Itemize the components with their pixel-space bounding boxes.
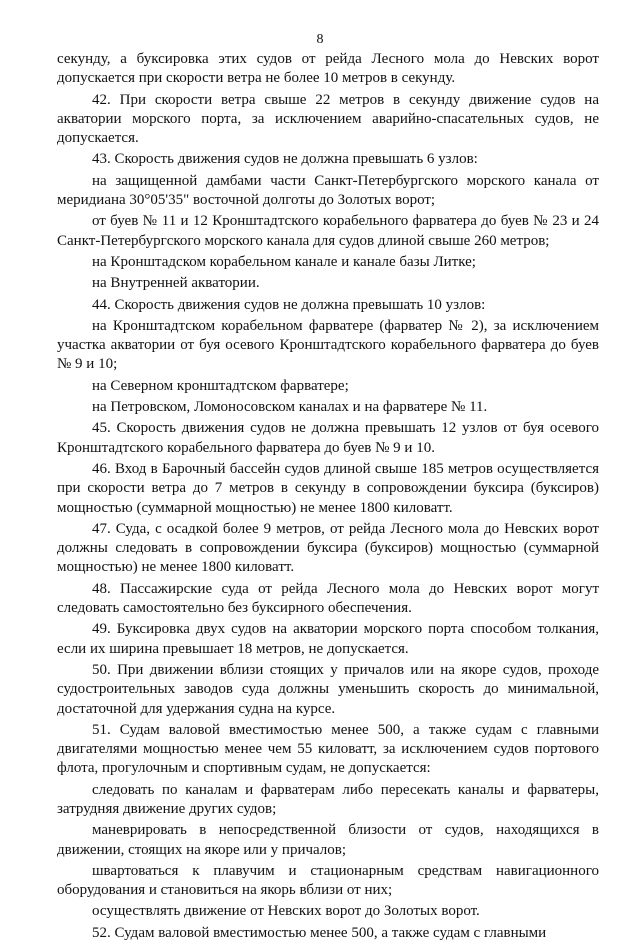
- paragraph: 51. Судам валовой вместимостью менее 500, а также судам с главными двигателями мощностью менее чем 55 киловатт, за исключением судов портового флота, прогулочным и спортивным судам, не допускается:: [57, 721, 599, 777]
- paragraph: на Петровском, Ломоносовском каналах и на фарватере № 11.: [92, 399, 488, 416]
- paragraph: 52. Судам валовой вместимостью менее 500, а также судам с главными: [92, 924, 547, 941]
- paragraph: следовать по каналам и фарватерам либо пересекать каналы и фарватеры, затрудняя движение других судов;: [57, 781, 599, 817]
- paragraph: 49. Буксировка двух судов на акватории морского порта способом толкания, если их ширина превышает 18 метров, не допускается.: [57, 621, 599, 657]
- paragraph: 42. При скорости ветра свыше 22 метров в секунду движение судов на акватории морского порта, за исключением аварийно-спасательных судов, не допускается.: [57, 91, 599, 147]
- paragraph: на Северном кронштадтском фарватере;: [92, 377, 349, 394]
- paragraph: 46. Вход в Барочный бассейн судов длиной свыше 185 метров осуществляется при скорости ветра до 7 метров в секунду в сопровождении буксира (буксиров) мощностью (суммарной мощностью) не менее 1800 киловатт.: [57, 460, 599, 516]
- paragraph: секунду, а буксировка этих судов от рейда Лесного мола до Невских ворот допускается при скорости ветра не более 10 метров в секунду.: [57, 51, 599, 87]
- paragraph: на защищенной дамбами части Санкт-Петербургского морского канала от меридиана 30°05'35" восточной долготы до Золотых ворот;: [57, 172, 599, 209]
- paragraph: на Внутренней акватории.: [92, 275, 260, 292]
- paragraph: 43. Скорость движения судов не должна превышать 6 узлов:: [92, 151, 478, 168]
- paragraph: на Кронштадтском корабельном фарватере (фарватер № 2), за исключением участка акватории от буя осевого Кронштадтского корабельного фарватера до буев № 9 и 10;: [57, 317, 599, 373]
- paragraph: 47. Суда, с осадкой более 9 метров, от рейда Лесного мола до Невских ворот должны следовать в сопровождении буксира (буксиров) мощностью (суммарной мощностью) не менее 1800 киловатт.: [57, 520, 599, 576]
- paragraph: 45. Скорость движения судов не должна превышать 12 узлов от буя осевого Кронштадтского корабельного фарватера до буев № 9 и 10.: [57, 420, 599, 456]
- paragraph: 44. Скорость движения судов не должна превышать 10 узлов:: [92, 296, 486, 313]
- paragraph: 50. При движении вблизи стоящих у причалов или на якоре судов, проходе судостроительных заводов суда должны уменьшить скорость до минимальной, достаточной для удержания судна на курсе.: [57, 661, 599, 717]
- page-number: 8: [316, 32, 324, 47]
- paragraph: 48. Пассажирские суда от рейда Лесного мола до Невских ворот могут следовать самостоятельно без буксирного обеспечения.: [57, 580, 599, 617]
- paragraph: от буев № 11 и 12 Кронштадтского корабельного фарватера до буев № 23 и 24 Санкт-Петербургского морского канала для судов длиной свыше 260 метров;: [57, 213, 599, 249]
- paragraph: маневрировать в непосредственной близости от судов, находящихся в движении, стоящих на якоре или у причалов;: [57, 822, 599, 858]
- document-body: [57, 50, 599, 945]
- paragraph: осуществлять движение от Невских ворот до Золотых ворот.: [92, 903, 480, 920]
- paragraph: на Кронштадском корабельном канале и канале базы Литке;: [92, 253, 476, 270]
- paragraph: швартоваться к плавучим и стационарным средствам навигационного оборудования и становиться на якорь вблизи от них;: [57, 862, 599, 899]
